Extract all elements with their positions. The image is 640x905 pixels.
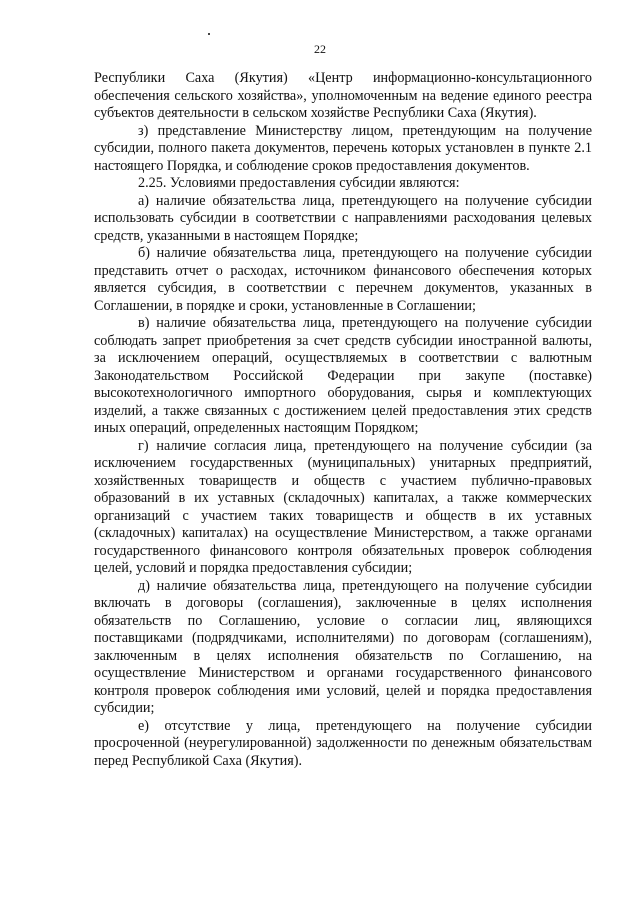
paragraph-item-e: е) отсутствие у лица, претендующего на получение субсидии просроченной (неурегулированной) задолженности по денежным обязательствам перед Республикой Саха (Якутия). [94,717,592,769]
document-body [94,70,592,770]
paragraph-item-z: з) представление Министерству лицом, претендующим на получение субсидии, полного пакета документов, перечень которых установлен в пункте 2.1 настоящего Порядка, и соблюдение сроков предоставления документов. [94,122,592,174]
page-number: 22 [314,42,326,56]
paragraph-section-2-25: 2.25. Условиями предоставления субсидии являются: [138,175,460,191]
paragraph-item-g: г) наличие согласия лица, претендующего на получение субсидии (за исключением государственных (муниципальных) унитарных предприятий, хозяйственных товариществ и обществ с участием публично-правовых образований в их уставных (складочных) капиталах, а также коммерческих организаций с участием таких товариществ и обществ в их уставных (складочных) капиталах) на осуществление Министерством, а также органами государственного финансового контроля обязательных проверок соблюдения целей, условий и порядка предоставления субсидии; [94,437,592,576]
paragraph-item-d: д) наличие обязательства лица, претендующего на получение субсидии включать в договоры (соглашения), заключенные в целях исполнения обязательств по Соглашению, условие о согласии лиц, являющихся поставщиками (подрядчиками, исполнителями) по договорам (соглашениям), заключенным в целях исполнения обязательств по Соглашению, на осуществление Министерством и органами государственного финансового контроля проверок соблюдения ими условий, целей и порядка предоставления субсидии; [94,577,592,716]
paragraph-item-b: б) наличие обязательства лица, претендующего на получение субсидии представить отчет о расходах, источником финансового обеспечения которых является субсидия, в соответствии с перечнем документов, указанных в Соглашении, в порядке и сроки, установленные в Соглашении; [94,245,592,314]
paragraph-item-v: в) наличие обязательства лица, претендующего на получение субсидии соблюдать запрет приобретения за счет средств субсидии иностранной валюты, за исключением операций, осуществляемых в соответствии с валютным Законодательством Российской Федерации при закупе (поставке) высокотехнологичного импортного оборудования, сырья и комплектующих изделий, а также связанных с достижением целей предоставления этих средств иных операций, определенных настоящим Порядком; [94,315,592,436]
scan-speck [208,33,210,35]
paragraph-item-a: а) наличие обязательства лица, претендующего на получение субсидии использовать субсидии в соответствии с направлениями расходования целевых средств, указанными в настоящем Порядке; [94,192,592,244]
paragraph-continuation: Республики Саха (Якутия) «Центр информационно-консультационного обеспечения сельского хозяйства», уполномоченным на ведение единого реестра субъектов деятельности в сельском хозяйстве Республики Саха (Якутия). [94,70,592,121]
